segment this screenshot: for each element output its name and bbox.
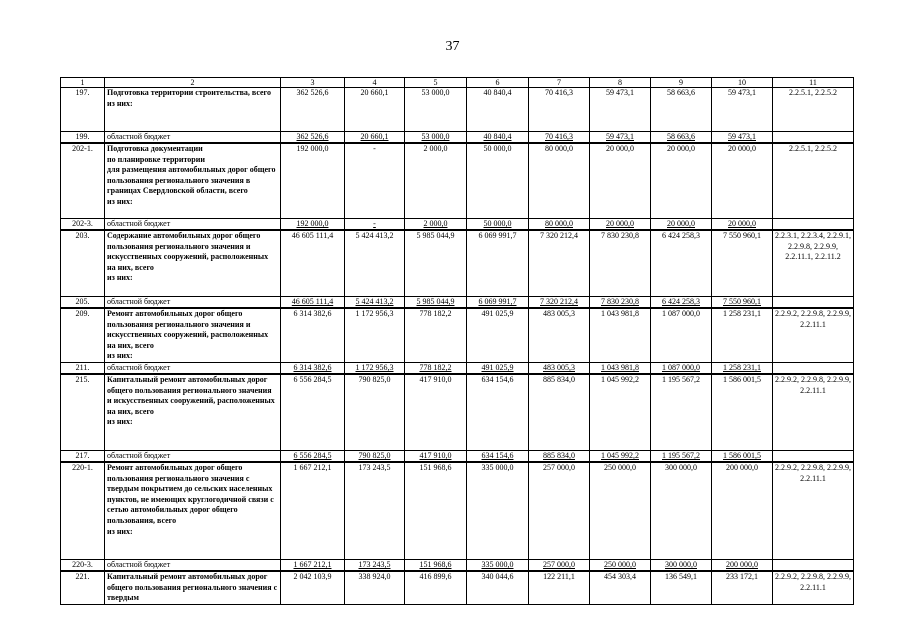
value-cell: 151 968,6	[405, 462, 467, 560]
row-number: 202-3.	[61, 219, 105, 231]
value-cell: 417 910,0	[405, 451, 467, 463]
value-cell: 1 172 956,3	[345, 363, 405, 375]
value-cell: 7 320 212,4	[529, 297, 590, 309]
header-cell: 1	[61, 78, 105, 88]
reference-cell	[773, 560, 854, 572]
value-cell: 7 550 960,1	[712, 230, 773, 297]
value-cell: 80 000,0	[529, 143, 590, 219]
value-cell: 634 154,6	[467, 451, 529, 463]
value-cell: 483 005,3	[529, 363, 590, 375]
value-cell: 46 605 111,4	[281, 230, 345, 297]
row-name: областной бюджет	[105, 297, 281, 309]
row-name: областной бюджет	[105, 132, 281, 144]
value-cell: 778 182,2	[405, 308, 467, 363]
value-cell: -	[345, 219, 405, 231]
reference-cell	[773, 363, 854, 375]
value-cell: 6 069 991,7	[467, 297, 529, 309]
value-cell: 416 899,6	[405, 571, 467, 604]
row-name: Подготовка документации по планировке территории для размещения автомобильных дорог общего пользования регионального значения в границах Свердловской области, всего из них:	[105, 143, 281, 219]
reference-cell: 2.2.5.1, 2.2.5.2	[773, 143, 854, 219]
value-cell: 6 424 258,3	[651, 230, 712, 297]
value-cell: 1 667 212,1	[281, 560, 345, 572]
value-cell: 50 000,0	[467, 143, 529, 219]
value-cell: 59 473,1	[712, 88, 773, 132]
value-cell: 5 424 413,2	[345, 297, 405, 309]
value-cell: 233 172,1	[712, 571, 773, 604]
budget-table	[60, 77, 854, 605]
value-cell: 192 000,0	[281, 219, 345, 231]
row-name: Содержание автомобильных дорог общего пользования регионального значения и искусственных сооружений, расположенных на них, всего из них:	[105, 230, 281, 297]
row-name: областной бюджет	[105, 219, 281, 231]
header-cell: 5	[405, 78, 467, 88]
value-cell: 53 000,0	[405, 132, 467, 144]
reference-cell: 2.2.9.2, 2.2.9.8, 2.2.9.9, 2.2.11.1	[773, 571, 854, 604]
value-cell: 250 000,0	[590, 462, 651, 560]
row-name: Ремонт автомобильных дорог общего пользования регионального значения с твердым покрытием до сельских населенных пунктов, не имеющих круглогодичной связи с сетью автомобильных дорог общего пользования, всего из них:	[105, 462, 281, 560]
value-cell: 362 526,6	[281, 132, 345, 144]
row-name: областной бюджет	[105, 363, 281, 375]
value-cell: 6 424 258,3	[651, 297, 712, 309]
header-cell: 2	[105, 78, 281, 88]
header-cell: 9	[651, 78, 712, 88]
value-cell: 2 000,0	[405, 143, 467, 219]
value-cell: 335 000,0	[467, 560, 529, 572]
header-cell: 7	[529, 78, 590, 88]
header-cell: 8	[590, 78, 651, 88]
value-cell: 20 000,0	[712, 219, 773, 231]
value-cell: 491 025,9	[467, 308, 529, 363]
value-cell: 257 000,0	[529, 560, 590, 572]
value-cell: 20 000,0	[651, 143, 712, 219]
value-cell: 1 087 000,0	[651, 308, 712, 363]
table-row	[61, 462, 854, 560]
table-row	[61, 132, 854, 144]
row-name: Подготовка территории строительства, всего из них:	[105, 88, 281, 132]
value-cell: 58 663,6	[651, 88, 712, 132]
value-cell: 20 660,1	[345, 132, 405, 144]
value-cell: 151 968,6	[405, 560, 467, 572]
value-cell: 300 000,0	[651, 462, 712, 560]
value-cell: 6 314 382,6	[281, 363, 345, 375]
value-cell: 1 043 981,8	[590, 363, 651, 375]
reference-cell: 2.2.9.2, 2.2.9.8, 2.2.9.9, 2.2.11.1	[773, 374, 854, 451]
value-cell: 1 172 956,3	[345, 308, 405, 363]
value-cell: 634 154,6	[467, 374, 529, 451]
row-number: 217.	[61, 451, 105, 463]
reference-cell: 2.2.9.2, 2.2.9.8, 2.2.9.9, 2.2.11.1	[773, 308, 854, 363]
value-cell: 300 000,0	[651, 560, 712, 572]
value-cell: 70 416,3	[529, 88, 590, 132]
value-cell: 483 005,3	[529, 308, 590, 363]
row-number: 220-3.	[61, 560, 105, 572]
value-cell: 7 320 212,4	[529, 230, 590, 297]
row-name: Капитальный ремонт автомобильных дорог общего пользования регионального значения с твердым	[105, 571, 281, 604]
value-cell: 1 586 001,5	[712, 451, 773, 463]
value-cell: 1 043 981,8	[590, 308, 651, 363]
value-cell: 6 069 991,7	[467, 230, 529, 297]
header-cell: 4	[345, 78, 405, 88]
value-cell: 59 473,1	[590, 132, 651, 144]
reference-cell: 2.2.9.2, 2.2.9.8, 2.2.9.9, 2.2.11.1	[773, 462, 854, 560]
table-row	[61, 219, 854, 231]
value-cell: 20 000,0	[590, 219, 651, 231]
header-cell: 3	[281, 78, 345, 88]
value-cell: 173 243,5	[345, 462, 405, 560]
table-row	[61, 143, 854, 219]
row-name: Капитальный ремонт автомобильных дорог общего пользования регионального значения и искусственных сооружений, расположенных на них, всего из них:	[105, 374, 281, 451]
value-cell: 778 182,2	[405, 363, 467, 375]
value-cell: 491 025,9	[467, 363, 529, 375]
reference-cell: 2.2.3.1, 2.2.3.4, 2.2.9.1, 2.2.9.8, 2.2.9.9, 2.2.11.1, 2.2.11.2	[773, 230, 854, 297]
value-cell: 340 044,6	[467, 571, 529, 604]
reference-cell: 2.2.5.1, 2.2.5.2	[773, 88, 854, 132]
value-cell: 362 526,6	[281, 88, 345, 132]
reference-cell	[773, 297, 854, 309]
value-cell: 257 000,0	[529, 462, 590, 560]
value-cell: -	[345, 143, 405, 219]
row-name: областной бюджет	[105, 560, 281, 572]
value-cell: 2 042 103,9	[281, 571, 345, 604]
reference-cell	[773, 132, 854, 144]
table-row	[61, 308, 854, 363]
row-number: 205.	[61, 297, 105, 309]
value-cell: 885 834,0	[529, 374, 590, 451]
value-cell: 136 549,1	[651, 571, 712, 604]
table-row	[61, 230, 854, 297]
value-cell: 46 605 111,4	[281, 297, 345, 309]
value-cell: 40 840,4	[467, 132, 529, 144]
value-cell: 1 087 000,0	[651, 363, 712, 375]
value-cell: 1 667 212,1	[281, 462, 345, 560]
reference-cell	[773, 219, 854, 231]
row-name: Ремонт автомобильных дорог общего пользования регионального значения и искусственных сооружений, расположенных на них, всего из них:	[105, 308, 281, 363]
value-cell: 200 000,0	[712, 560, 773, 572]
value-cell: 192 000,0	[281, 143, 345, 219]
value-cell: 250 000,0	[590, 560, 651, 572]
value-cell: 20 000,0	[712, 143, 773, 219]
value-cell: 122 211,1	[529, 571, 590, 604]
value-cell: 885 834,0	[529, 451, 590, 463]
page-number: 37	[445, 39, 460, 54]
row-number: 220-1.	[61, 462, 105, 560]
value-cell: 1 195 567,2	[651, 374, 712, 451]
value-cell: 59 473,1	[590, 88, 651, 132]
value-cell: 7 830 230,8	[590, 297, 651, 309]
value-cell: 40 840,4	[467, 88, 529, 132]
value-cell: 59 473,1	[712, 132, 773, 144]
value-cell: 5 985 044,9	[405, 297, 467, 309]
table-row	[61, 88, 854, 132]
value-cell: 200 000,0	[712, 462, 773, 560]
row-number: 221.	[61, 571, 105, 604]
table-row	[61, 451, 854, 463]
row-number: 211.	[61, 363, 105, 375]
value-cell: 7 830 230,8	[590, 230, 651, 297]
row-number: 209.	[61, 308, 105, 363]
value-cell: 6 556 284,5	[281, 451, 345, 463]
reference-cell	[773, 451, 854, 463]
row-number: 199.	[61, 132, 105, 144]
table-body	[61, 78, 854, 605]
value-cell: 70 416,3	[529, 132, 590, 144]
value-cell: 7 550 960,1	[712, 297, 773, 309]
value-cell: 417 910,0	[405, 374, 467, 451]
table-row	[61, 571, 854, 604]
value-cell: 20 000,0	[651, 219, 712, 231]
value-cell: 790 825,0	[345, 451, 405, 463]
value-cell: 58 663,6	[651, 132, 712, 144]
table-row	[61, 374, 854, 451]
value-cell: 1 586 001,5	[712, 374, 773, 451]
value-cell: 1 045 992,2	[590, 374, 651, 451]
value-cell: 1 195 567,2	[651, 451, 712, 463]
value-cell: 454 303,4	[590, 571, 651, 604]
table-row	[61, 297, 854, 309]
table-row	[61, 363, 854, 375]
value-cell: 80 000,0	[529, 219, 590, 231]
value-cell: 50 000,0	[467, 219, 529, 231]
row-name: областной бюджет	[105, 451, 281, 463]
table-row	[61, 560, 854, 572]
value-cell: 338 924,0	[345, 571, 405, 604]
header-cell: 6	[467, 78, 529, 88]
header-cell: 11	[773, 78, 854, 88]
value-cell: 1 045 992,2	[590, 451, 651, 463]
value-cell: 5 424 413,2	[345, 230, 405, 297]
value-cell: 790 825,0	[345, 374, 405, 451]
value-cell: 20 660,1	[345, 88, 405, 132]
row-number: 202-1.	[61, 143, 105, 219]
table-header-row	[61, 78, 854, 88]
row-number: 203.	[61, 230, 105, 297]
value-cell: 6 556 284,5	[281, 374, 345, 451]
header-cell: 10	[712, 78, 773, 88]
value-cell: 1 258 231,1	[712, 308, 773, 363]
value-cell: 53 000,0	[405, 88, 467, 132]
value-cell: 1 258 231,1	[712, 363, 773, 375]
value-cell: 6 314 382,6	[281, 308, 345, 363]
row-number: 215.	[61, 374, 105, 451]
value-cell: 2 000,0	[405, 219, 467, 231]
value-cell: 173 243,5	[345, 560, 405, 572]
row-number: 197.	[61, 88, 105, 132]
value-cell: 335 000,0	[467, 462, 529, 560]
value-cell: 20 000,0	[590, 143, 651, 219]
value-cell: 5 985 044,9	[405, 230, 467, 297]
